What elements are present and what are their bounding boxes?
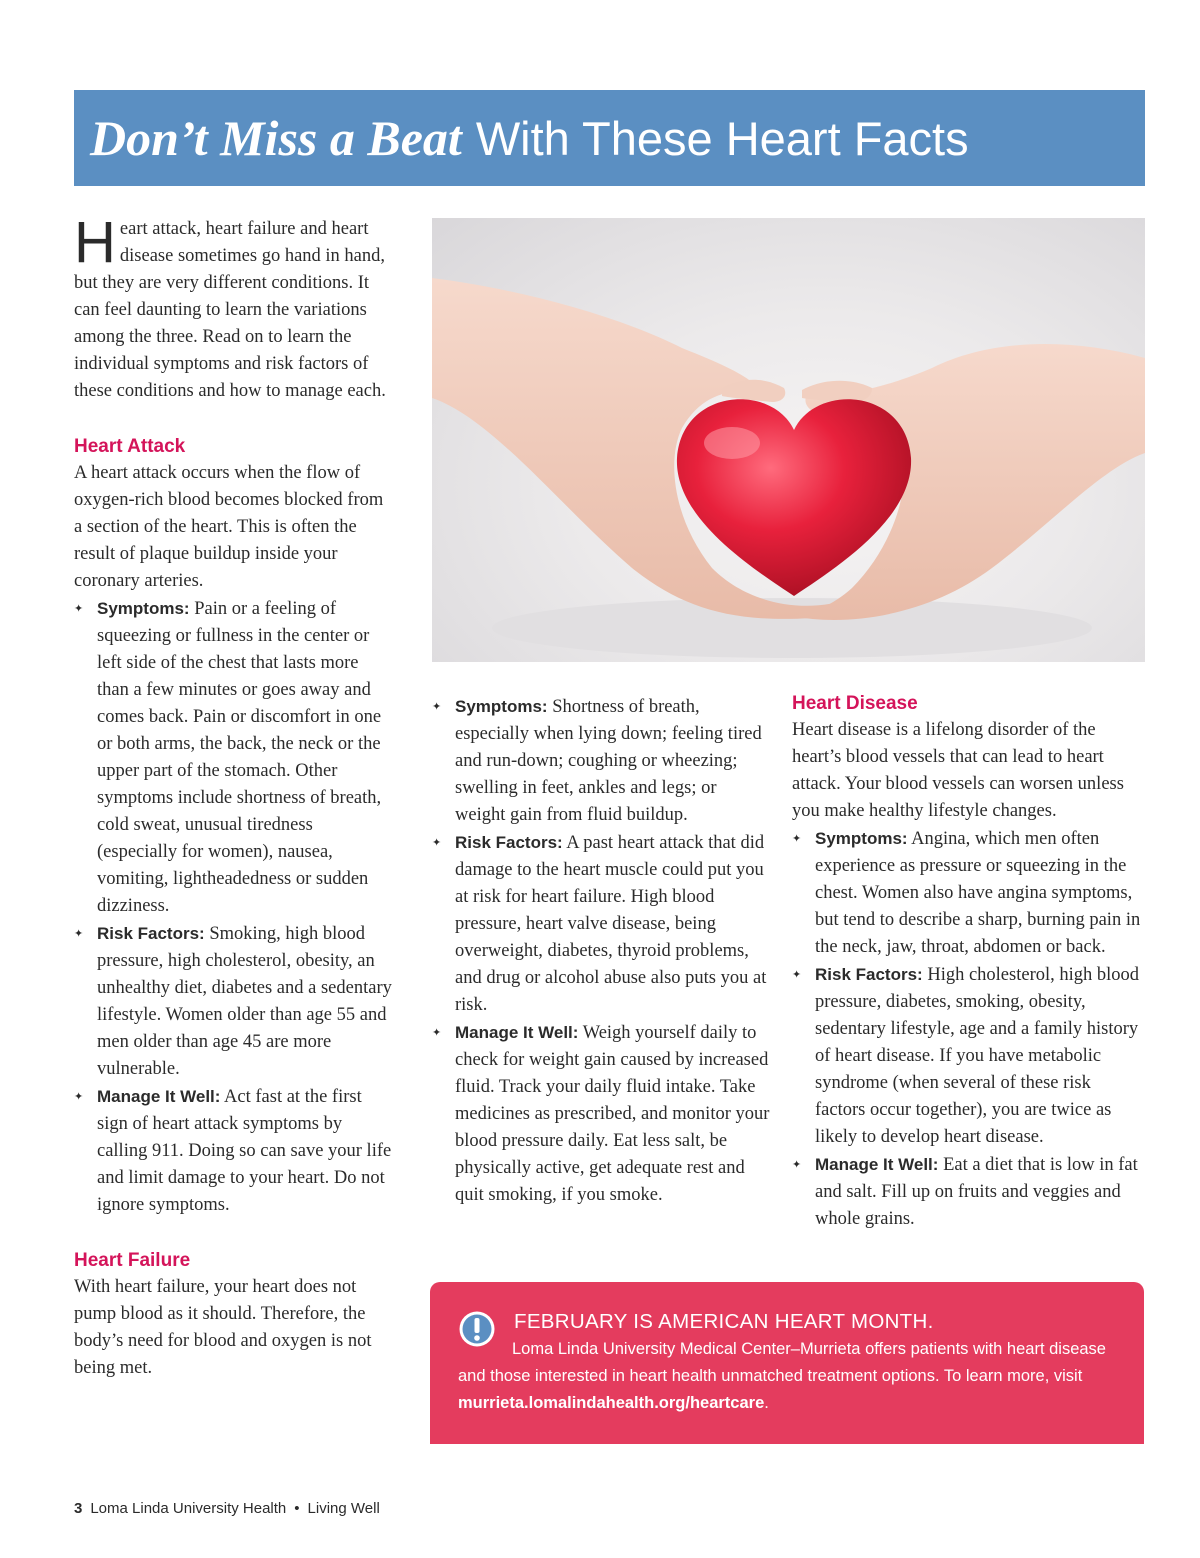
bullet-icon: ✦ <box>792 1158 802 1171</box>
heart-failure-body: With heart failure, your heart does not pump blood as it should. Therefore, the body’s need for blood and oxygen is not being met. <box>74 1277 372 1378</box>
item-term: Risk Factors: <box>455 833 563 852</box>
page-number: 3 <box>74 1500 83 1517</box>
title-rest: With These Heart Facts <box>475 111 969 165</box>
item-text: High cholesterol, high blood pressure, diabetes, smoking, obesity, sedentary lifestyle, age and a family history of heart disease. If you have metabolic syndrome (when several of these risk factors occur together), you are twice as likely to develop heart disease. <box>815 965 1140 1147</box>
list-item <box>74 1083 394 1219</box>
bullet-icon: ✦ <box>74 602 84 615</box>
item-term: Manage It Well: <box>455 1023 579 1042</box>
item-term: Manage It Well: <box>97 1087 221 1106</box>
footer-publication: Living Well <box>307 1500 380 1517</box>
title-banner <box>74 90 1145 186</box>
callout-end: . <box>764 1394 769 1412</box>
item-text: Act fast at the first sign of heart attack symptoms by calling 911. Doing so can save your life and limit damage to your heart. Do not ignore symptoms. <box>97 1087 392 1215</box>
page-footer <box>74 1500 380 1517</box>
bullet-icon: ✦ <box>792 968 802 981</box>
heart-attack-list <box>74 595 394 1219</box>
heart-hands-illustration <box>432 218 1145 662</box>
list-item <box>74 595 394 920</box>
item-term: Risk Factors: <box>97 924 205 943</box>
list-item <box>432 829 770 1019</box>
heart-month-callout <box>430 1282 1144 1444</box>
list-item <box>432 1019 770 1209</box>
item-term: Symptoms: <box>815 829 908 848</box>
drop-cap: H <box>74 210 116 275</box>
item-term: Risk Factors: <box>815 965 923 984</box>
callout-body <box>458 1336 1114 1417</box>
heart-disease-list <box>792 825 1144 1233</box>
footer-org: Loma Linda University Health <box>90 1500 287 1517</box>
heart-disease-body: Heart disease is a lifelong disorder of the heart’s blood vessels that can lead to heart attack. Your blood vessels can worsen unless you make healthy lifestyle changes. <box>792 720 1124 821</box>
list-item <box>432 693 770 829</box>
intro-text: eart attack, heart failure and heart disease sometimes go hand in hand, but they are very different conditions. It can feel daunting to learn the variations among the three. Read on to learn the individual symptoms and risk factors of these conditions and how to manage each. <box>74 219 386 401</box>
heart-hands-photo <box>432 218 1145 662</box>
item-text: Weigh yourself daily to check for weight gain caused by increased fluid. Track your daily fluid intake. Take medicines as prescribed, and monitor your blood pressure daily. Eat less salt, be physically active, get adequate rest and quit smoking, if you smoke. <box>455 1023 770 1205</box>
heart-failure-heading: Heart Failure <box>74 1250 191 1271</box>
heart-failure-list <box>432 693 770 1209</box>
list-item <box>792 825 1144 961</box>
intro-paragraph <box>74 210 394 405</box>
heart-attack-body: A heart attack occurs when the flow of oxygen-rich blood becomes blocked from a section of the heart. This is often the result of plaque buildup inside your coronary arteries. <box>74 463 384 591</box>
list-item <box>74 920 394 1083</box>
item-term: Manage It Well: <box>815 1155 939 1174</box>
bullet-icon: ✦ <box>792 832 802 845</box>
callout-title: FEBRUARY IS AMERICAN HEART MONTH. <box>514 1310 934 1333</box>
item-text: Pain or a feeling of squeezing or fullness in the center or left side of the chest that lasts more than a few minutes or goes away and comes back. Pain or discomfort in one or both arms, the back, the neck or the upper part of the stomach. Other symptoms include shortness of breath, cold sweat, unusual tiredness (especially for women), nausea, vomiting, lightheadedness or sudden dizziness. <box>97 599 382 916</box>
list-item <box>792 1151 1144 1233</box>
footer-separator: • <box>294 1500 300 1517</box>
bullet-icon: ✦ <box>74 1090 84 1103</box>
heartcare-link[interactable]: murrieta.lomalindahealth.org/heartcare <box>458 1394 765 1412</box>
title-lead: Don’t Miss a Beat <box>90 110 462 166</box>
column-3 <box>792 690 1144 1233</box>
column-2 <box>432 693 770 1209</box>
bullet-icon: ✦ <box>432 1026 442 1039</box>
item-text: Shortness of breath, especially when lying down; feeling tired and run-down; coughing or wheezing; swelling in feet, ankles and legs; or weight gain from fluid buildup. <box>455 697 762 825</box>
bullet-icon: ✦ <box>74 927 84 940</box>
item-text: A past heart attack that did damage to the heart muscle could put you at risk for heart failure. High blood pressure, heart valve disease, being overweight, diabetes, thyroid problems, and drug or alcohol abuse also puts you at risk. <box>455 833 767 1015</box>
item-text: Angina, which men often experience as pressure or squeezing in the chest. Women also have angina symptoms, but tend to describe a sharp, burning pain in the neck, jaw, throat, abdomen or back. <box>815 829 1141 957</box>
column-1 <box>74 210 394 1382</box>
heart-attack-heading: Heart Attack <box>74 436 186 457</box>
item-text: Eat a diet that is low in fat and salt. Fill up on fruits and veggies and whole grains. <box>815 1155 1138 1229</box>
alert-icon <box>458 1310 496 1348</box>
item-text: Smoking, high blood pressure, high cholesterol, obesity, an unhealthy diet, diabetes and a sedentary lifestyle. Women older than age 55 and men older than age 45 are more vulnerable. <box>97 924 392 1079</box>
item-term: Symptoms: <box>97 599 190 618</box>
item-term: Symptoms: <box>455 697 548 716</box>
bullet-icon: ✦ <box>432 836 442 849</box>
list-item <box>792 961 1144 1151</box>
bullet-icon: ✦ <box>432 700 442 713</box>
heart-disease-heading: Heart Disease <box>792 693 918 714</box>
callout-text: Loma Linda University Medical Center–Murrieta offers patients with heart disease and those interested in heart health unmatched treatment options. To learn more, visit <box>458 1340 1106 1385</box>
